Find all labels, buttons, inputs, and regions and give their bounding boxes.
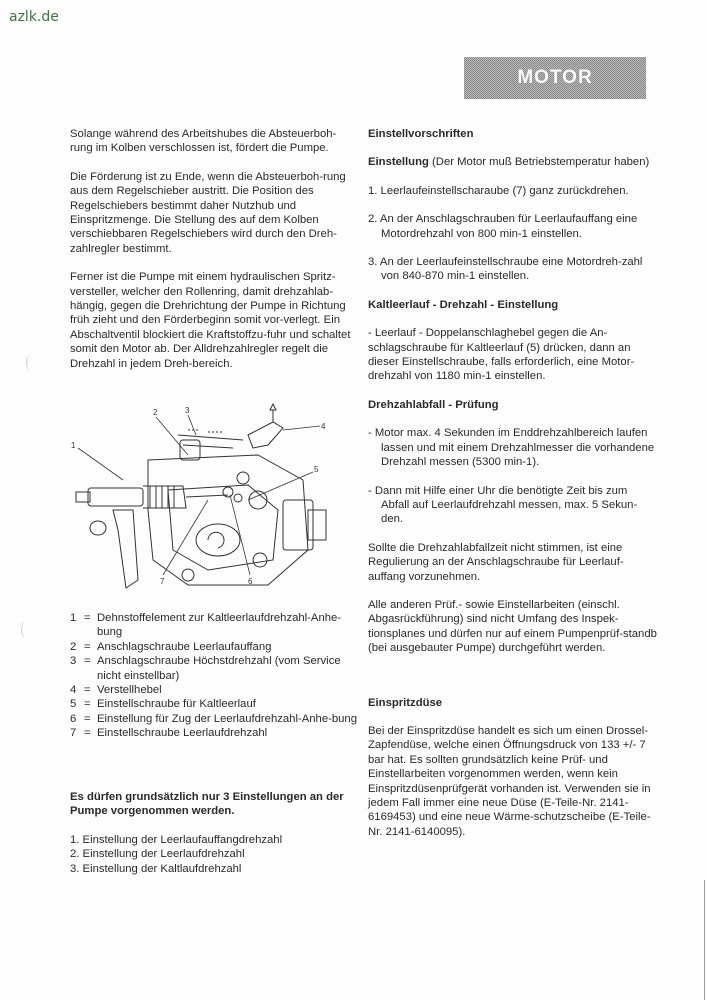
- callout-1: 1: [71, 441, 76, 450]
- section-badge-label: MOTOR: [517, 67, 593, 88]
- legend-item: 3 = Anschlagschraube Höchstdrehzahl (vom Service nicht einstellbar): [70, 655, 341, 682]
- notice-item: 2. Einstellung der Leerlaufdrehzahl: [70, 848, 245, 861]
- diagram-legend: [70, 611, 360, 741]
- setting-intro: [368, 155, 658, 169]
- section-heading: Einstellvorschriften: [368, 128, 474, 140]
- check-step: - Dann mit Hilfe einer Uhr die benötigte Zeit bis zum Abfall auf Leerlaufdrehzahl messen, max. 5 Sekun-den.: [368, 484, 638, 526]
- legend-item: 5 = Einstellschraube für Kaltleerlauf: [70, 698, 256, 711]
- legend-item: 4 = Verstellhebel: [70, 684, 162, 697]
- setting-step: 1. Leerlaufeinstellscharaube (7) ganz zurückdrehen.: [368, 184, 629, 197]
- injection-pump-diagram: [68, 400, 330, 590]
- paragraph: Alle anderen Prüf.- sowie Einstellarbeiten (einschl. Abgasrückführung) sind nicht Umfang des Inspek-tionsplanes und dürfen nur auf einem Pumpenprüf-standb (bei ausgebauter Pumpe) durchgeführt werden.: [368, 598, 657, 655]
- section-heading: Drehzahlabfall - Prüfung: [368, 398, 499, 411]
- setting-label: Einstellung: [368, 156, 429, 169]
- legend-item: 1 = Dehnstoffelement zur Kaltleerlaufdrehzahl-Anhe-bung: [70, 612, 342, 639]
- callout-7: 7: [160, 577, 165, 586]
- page-edge: [704, 880, 705, 1000]
- callout-5: 5: [314, 465, 319, 474]
- paragraph: - Leerlauf - Doppelanschlaghebel gegen die An-schlagschraube für Kaltleerlauf (5) drücken, dann an dieser Einstellschraube, falls erforderlich, eine Motor-drehzahl von 1180 min-1 einstellen.: [368, 327, 635, 383]
- paragraph: Bei der Einspritzdüse handelt es sich um einen Drossel-Zapfendüse, welche einen Öffnungsdruck von 133 +/- 7 bar hat. Es sollten grundsätzlich keine Prüf- und Einstellarbeiten vorgenommen werden, wenn kein Einspritzdüsenprüfgerät vorhanden ist. Verwenden sie in jedem Fall immer eine neue Düse (E-Teile-Nr. 2141-6169453) und eine neue Wärme-schutzscheibe (E-Teile-Nr. 2141-6140095).: [368, 724, 651, 838]
- legend-item: 7 = Einstellschraube Leerlaufdrehzahl: [70, 727, 268, 740]
- scan-mark: [21, 622, 30, 638]
- section-heading: Kaltleerlauf - Drehzahl - Einstellung: [368, 298, 559, 311]
- legend-item: 6 = Einstellung für Zug der Leerlaufdrehzahl-Anhe-bung: [70, 712, 357, 725]
- watermark: azlk.de: [9, 9, 59, 25]
- legend-item: 2 = Anschlagschraube Leerlaufauffang: [70, 640, 272, 653]
- paragraph: Die Förderung ist zu Ende, wenn die Absteuerboh-rung aus dem Regelschieber austritt. Die Position des Regelschiebers bestimmt daher Nutzhub und Einspritzmenge. Die Stellung des auf dem Kolben verschiebbaren Regelschiebers wird durch den Dreh-zahlregler bestimmt.: [70, 170, 346, 255]
- callout-3: 3: [185, 406, 190, 415]
- paragraph: Ferner ist die Pumpe mit einem hydraulischen Spritz-versteller, welcher den Rollenring, damit drehzahlab-hängig, gegen die Drehrichtung der Pumpe in Richtung früh zieht und den Förderbeginn somit vor-verlegt. Ein Abschaltventil blockiert die Kraftstoffzu-fuhr und schaltet somit den Motor ab. Der Alldrehzahlregler regelt die Drehzahl in jedem Dreh-bereich.: [70, 271, 351, 370]
- right-column: [368, 127, 658, 853]
- callout-4: 4: [321, 422, 326, 431]
- setting-step: 2. An der Anschlagschrauben für Leerlaufauffang eine Motordrehzahl von 800 min-1 einstellen.: [368, 213, 638, 240]
- callout-6: 6: [248, 577, 253, 586]
- settings-notice: [70, 790, 360, 876]
- notice-item: 1. Einstellung der Leerlaufauffangdrehzahl: [70, 833, 283, 846]
- section-badge: [464, 57, 646, 99]
- section-heading: Einspritzdüse: [368, 696, 443, 709]
- setting-note: (Der Motor muß Betriebstemperatur haben): [428, 156, 650, 169]
- callout-2: 2: [153, 408, 158, 417]
- left-column: [70, 127, 355, 385]
- notice-heading: Es dürfen grundsätzlich nur 3 Einstellungen an der Pumpe vorgenommen werden.: [70, 791, 344, 818]
- check-step: - Motor max. 4 Sekunden im Enddrehzahlbereich laufen lassen und mit einem Drehzahlmesser die vorhandene Drehzahl messen (5300 min-1).: [368, 427, 655, 469]
- setting-step: 3. An der Leerlaufeinstellschraube eine Motordreh-zahl von 840-870 min-1 einstellen.: [368, 256, 643, 283]
- paragraph: Solange während des Arbeitshubes die Absteuerboh-rung im Kolben verschlossen ist, fördert die Pumpe.: [70, 128, 337, 155]
- scan-mark: [26, 355, 35, 371]
- notice-item: 3. Einstellung der Kaltlaufdrehzahl: [70, 862, 242, 875]
- paragraph: Sollte die Drehzahlabfallzeit nicht stimmen, ist eine Regulierung an der Anschlagschraube für Leerlauf-auffang vorzunehmen.: [368, 541, 624, 583]
